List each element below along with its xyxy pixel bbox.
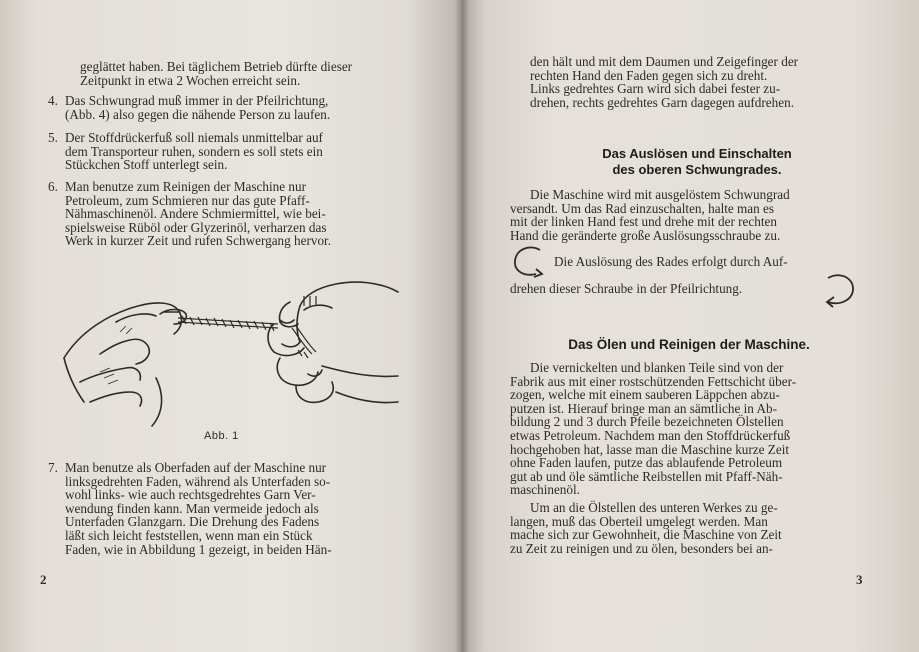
- text-line: Nähmaschinenöl. Andere Schmiermittel, wie bei-: [65, 206, 326, 222]
- text-line: wendung finden kann. Man vermeide jedoch als: [65, 500, 319, 516]
- text-line: Die Maschine wird mit ausgelöstem Schwungrad: [530, 187, 790, 202]
- section-auslosen-note-line-1: Die Auslösung des Rades erfolgt durch Auf-: [554, 254, 788, 269]
- text-line: Links gedrehtes Garn wird sich dabei fester zu-: [530, 81, 781, 97]
- text-line: den hält und mit dem Daumen und Zeigefinger der: [530, 54, 799, 69]
- text-line: Faden, wie in Abbildung 1 gezeigt, in beiden Hän-: [65, 541, 332, 557]
- list-item-number: 7.: [48, 460, 58, 475]
- text-line: linksgedrehten Faden, während als Unterfaden so-: [65, 473, 331, 489]
- left-intro-paragraph: [80, 60, 402, 87]
- text-line: langen, muß das Oberteil umgelegt werden. Man: [510, 513, 768, 529]
- text-line: spielsweise Rüböl oder Glyzerinöl, verharzen das: [65, 219, 327, 235]
- right-intro-paragraph: [530, 55, 864, 109]
- text-line: (Abb. 4) also gegen die nähende Person zu laufen.: [65, 106, 331, 122]
- text-line: Petroleum, zum Schmieren nur das gute Pfaff-: [65, 192, 310, 208]
- text-line: zogen, welche mit einem sauberen Läppchen abzu-: [510, 387, 780, 403]
- rotate-clockwise-icon: [818, 272, 858, 308]
- text-line: zu Zeit zu reinigen und zu ölen, besonders bei an-: [510, 540, 773, 556]
- text-line: Das Schwungrad muß immer in der Pfeilrichtung,: [65, 93, 329, 108]
- text-line: läßt sich leicht feststellen, wenn man ein Stück: [65, 527, 313, 543]
- list-item-5: [48, 131, 404, 172]
- text-line: hochgehoben hat, lasse man die Maschine kurze Zeit: [510, 441, 790, 457]
- section-auslosen-paragraph: [510, 188, 864, 242]
- heading-line: des oberen Schwungrades.: [612, 162, 782, 177]
- section-olen-paragraph-1: [510, 361, 864, 497]
- text-line: ohne Faden laufen, putze das ablaufende Petroleum: [510, 455, 783, 471]
- text-line: maschinenöl.: [510, 482, 580, 498]
- text-line: Stückchen Stoff unterlegt sein.: [65, 157, 228, 173]
- text-line: etwas Petroleum. Nachdem man den Stoffdrückerfuß: [510, 427, 791, 443]
- list-item-number: 6.: [48, 179, 58, 194]
- text-line: Um an die Ölstellen des unteren Werkes zu ge-: [530, 500, 778, 515]
- text-line: putzen ist. Hierauf bringe man an sämtliche in Ab-: [510, 400, 777, 416]
- text-line: Der Stoffdrückerfuß soll niemals unmittelbar auf: [65, 130, 323, 145]
- list-item-6: [48, 180, 404, 248]
- section-heading-olen: Das Ölen und Reinigen der Maschine.: [568, 337, 810, 352]
- text-line: Fabrik aus mit einer rostschützenden Fettschicht über-: [510, 373, 797, 389]
- text-line: mit der linken Hand fest und drehe mit der rechten: [510, 214, 777, 230]
- hands-twisting-thread-illustration: [60, 262, 400, 430]
- text-line: gut ab und öle sämtliche Reibstellen mit Pfaff-Näh-: [510, 468, 783, 484]
- rotate-counterclockwise-icon: [510, 245, 546, 279]
- page-number: 2: [40, 572, 47, 587]
- text-line: Werk in kurzer Zeit und rufen Schwergang hervor.: [65, 233, 332, 249]
- text-line: bildung 2 und 3 durch Pfeile bezeichneten Ölstellen: [510, 414, 784, 430]
- text-line: Hand die geränderte große Auslösungsschraube zu.: [510, 227, 781, 243]
- figure-caption: Abb. 1: [204, 430, 239, 442]
- text-line: Man benutze als Oberfaden auf der Maschine nur: [65, 460, 327, 475]
- page-number: 3: [856, 572, 863, 587]
- list-item-4: [48, 94, 404, 121]
- section-auslosen-note-line-2: drehen dieser Schraube in der Pfeilrichtung.: [510, 281, 743, 296]
- heading-line: Das Auslösen und Einschalten: [602, 146, 792, 161]
- text-line: wohl links- wie auch rechtsgedrehtes Garn Ver-: [65, 487, 316, 503]
- text-line: dem Transporteur ruhen, sondern es soll stets ein: [65, 143, 323, 159]
- text-line: Man benutze zum Reinigen der Maschine nur: [65, 179, 306, 194]
- text-line: Die vernickelten und blanken Teile sind von der: [530, 360, 784, 375]
- list-item-number: 5.: [48, 130, 58, 145]
- text-line: geglättet haben. Bei täglichem Betrieb dürfte dieser: [80, 59, 353, 74]
- text-line: rechten Hand den Faden gegen sich zu dreht.: [530, 67, 768, 83]
- list-item-7: [48, 461, 404, 556]
- book-spine-shadow: [455, 0, 469, 652]
- right-page: [462, 0, 919, 652]
- section-olen-paragraph-2: [510, 501, 864, 555]
- text-line: Unterfaden Glanzgarn. Die Drehung des Fadens: [65, 514, 320, 530]
- text-line: mache sich zur Gewohnheit, die Maschine von Zeit: [510, 527, 782, 543]
- text-line: versandt. Um das Rad einzuschalten, halte man es: [510, 200, 775, 216]
- list-item-number: 4.: [48, 93, 58, 108]
- text-line: Zeitpunkt in etwa 2 Wochen erreicht sein.: [80, 72, 301, 88]
- text-line: drehen, rechts gedrehtes Garn dagegen aufdrehen.: [530, 94, 794, 110]
- section-heading-auslosen: [530, 146, 864, 178]
